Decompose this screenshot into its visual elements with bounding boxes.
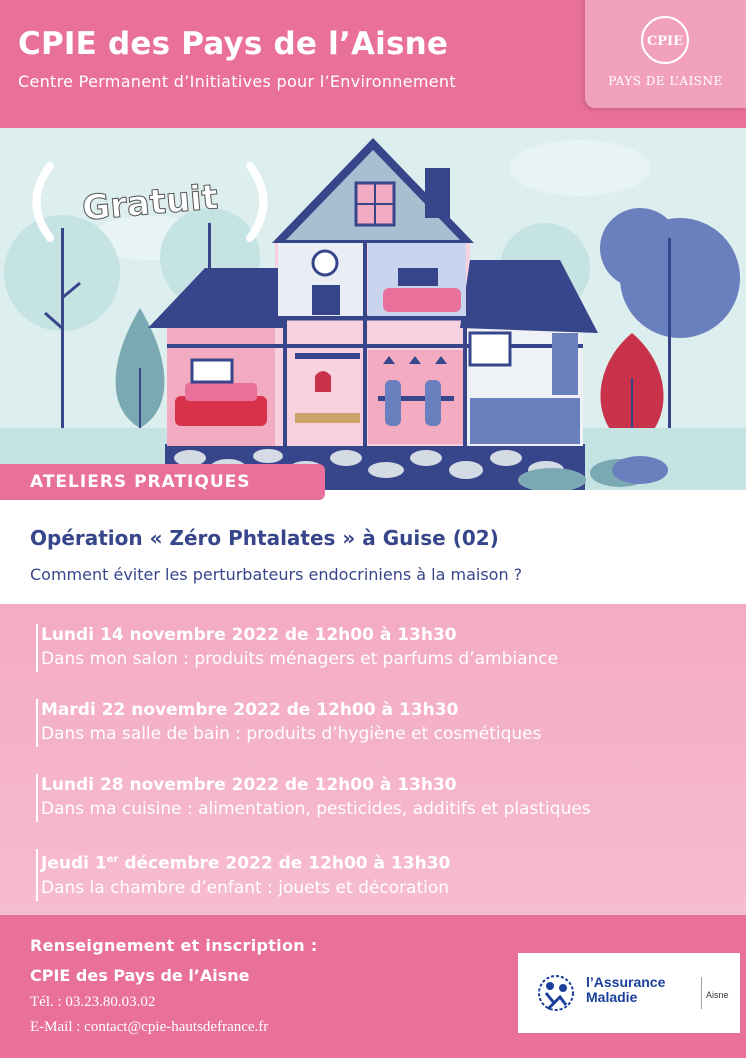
gratuit-parentheses-icon [30, 162, 270, 242]
gratuit-badge [30, 162, 270, 242]
event-date [41, 849, 450, 875]
logo-text: CPIE [646, 34, 684, 49]
event-date-prefix: Jeudi 1 [41, 853, 107, 874]
events-list [0, 604, 746, 915]
event-date-suffix: décembre 2022 de 12h00 à 13h30 [118, 853, 451, 874]
event-date: Mardi 22 novembre 2022 de 12h00 à 13h30 [41, 700, 459, 720]
page-title: CPIE des Pays de l’Aisne [18, 26, 449, 62]
logo-caption: PAYS DE L’AISNE [608, 74, 723, 88]
contact-heading: Renseignement et inscription : [30, 936, 318, 955]
partner-name-line2: Maladie [586, 989, 638, 1005]
event-description: Dans mon salon : produits ménagers et parfums d’ambiance [41, 649, 559, 669]
event-item [36, 624, 558, 672]
header [0, 0, 746, 128]
event-date: Lundi 14 novembre 2022 de 12h00 à 13h30 [41, 625, 457, 645]
event-item [36, 699, 542, 747]
partner-region: Aisne [706, 990, 729, 1000]
partner-name-line1: l’Assurance [586, 974, 666, 990]
partner-divider [701, 977, 702, 1009]
contact-org: CPIE des Pays de l’Aisne [30, 966, 250, 985]
contact-phone: Tél. : 03.23.80.03.02 [30, 994, 156, 1010]
event-item [36, 849, 450, 901]
assurance-maladie-icon [524, 953, 584, 1033]
event-item [36, 774, 591, 822]
event-date-sup: er [106, 854, 119, 865]
cpie-logo [585, 0, 746, 108]
event-date: Lundi 28 novembre 2022 de 12h00 à 13h30 [41, 775, 457, 795]
footer [0, 915, 746, 1058]
assurance-maladie-logo [518, 953, 740, 1033]
event-description: Dans la chambre d’enfant : jouets et décoration [41, 877, 450, 898]
operation-subtitle: Comment éviter les perturbateurs endocriniens à la maison ? [30, 565, 523, 584]
operation-title: Opération « Zéro Phtalates » à Guise (02) [30, 526, 499, 550]
partner-name [586, 975, 665, 1005]
ateliers-banner: ATELIERS PRATIQUES [0, 464, 325, 500]
house-illustration [0, 128, 746, 490]
contact-email: E-Mail : contact@cpie-hautsdefrance.fr [30, 1019, 269, 1035]
event-description: Dans ma salle de bain : produits d’hygiène et cosmétiques [41, 724, 542, 744]
gratuit-label: Gratuit [80, 177, 220, 229]
event-description: Dans ma cuisine : alimentation, pesticides, additifs et plastiques [41, 799, 591, 819]
cpie-logo-icon [585, 0, 746, 74]
page-subtitle: Centre Permanent d’Initiatives pour l’Environnement [18, 72, 456, 91]
